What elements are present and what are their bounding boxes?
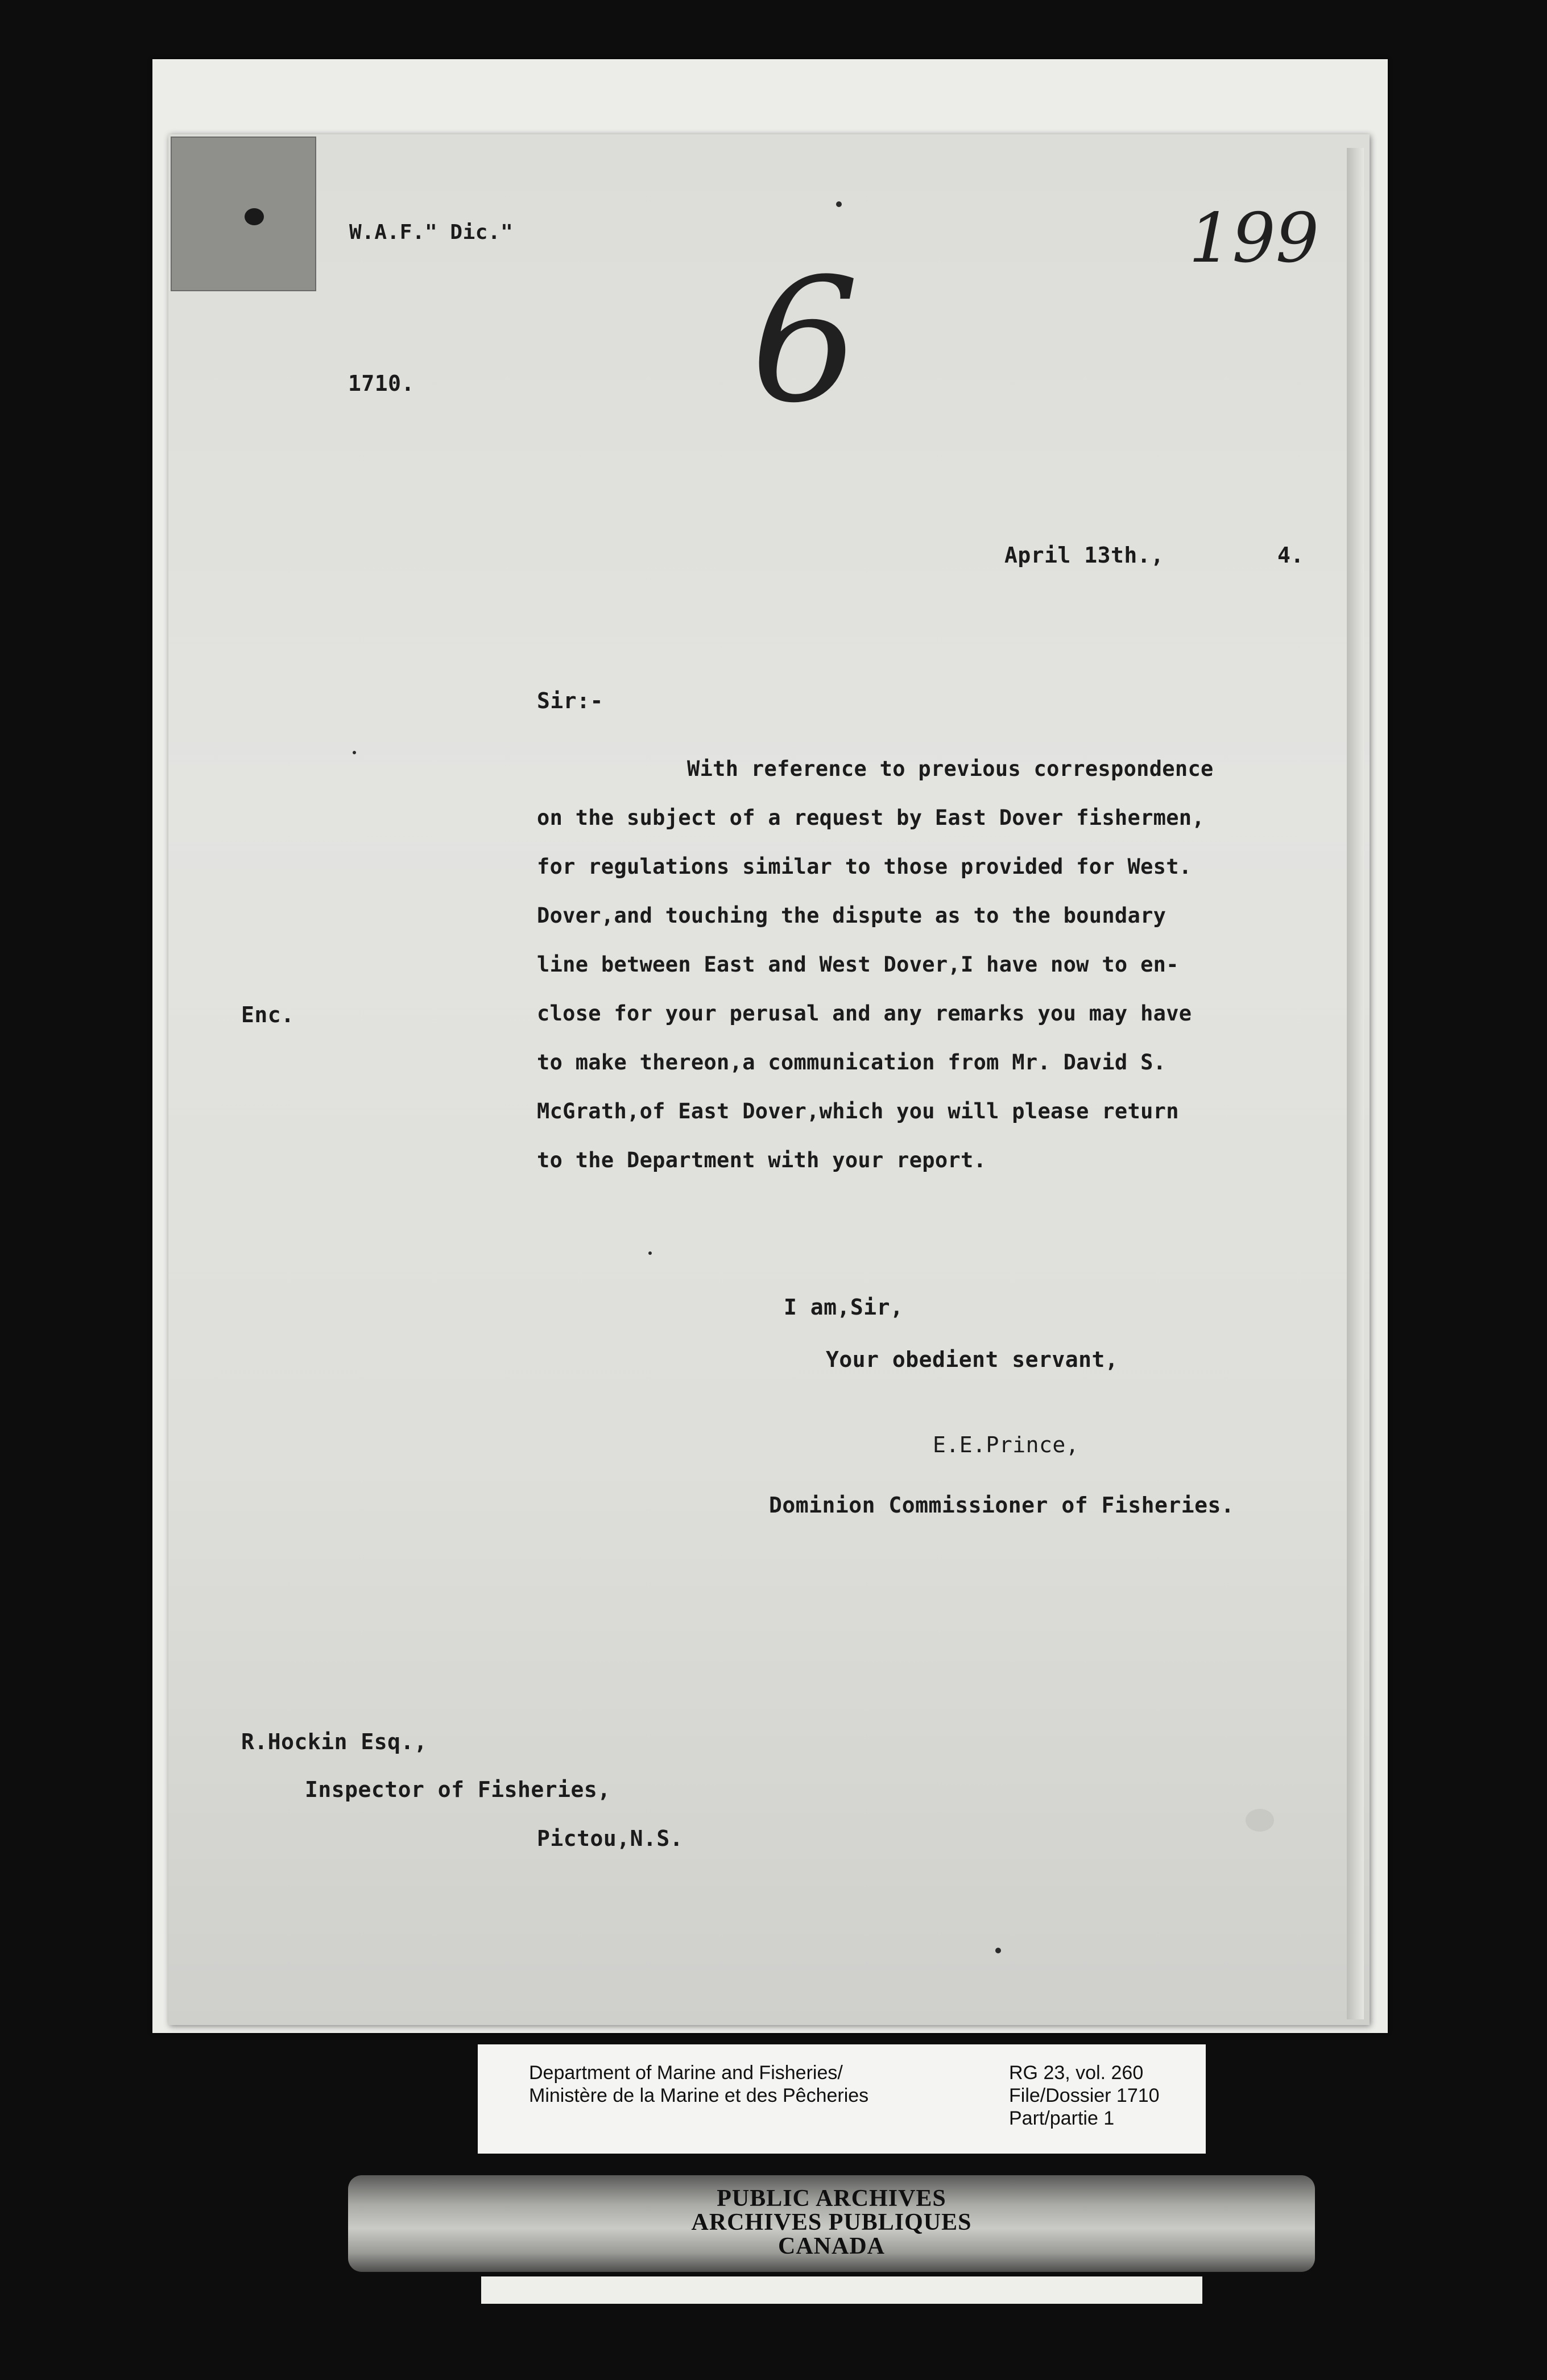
archives-text (348, 2187, 1315, 2258)
addressee-title: Inspector of Fisheries, (305, 1777, 611, 1802)
addressee-place: Pictou,N.S. (537, 1826, 684, 1851)
letter-year: 4. (1277, 543, 1304, 568)
body-line: close for your perusal and any remarks you may have (537, 1001, 1192, 1026)
department-fr: Ministère de la Marine et des Pêcheries (529, 2085, 869, 2106)
body-line: on the subject of a request by East Dover fishermen, (537, 805, 1205, 830)
ink-blot (245, 208, 264, 225)
body-line: McGrath,of East Dover,which you will please return (537, 1099, 1179, 1123)
handwritten-page-number: 199 (1189, 199, 1320, 278)
archives-line: ARCHIVES PUBLIQUES (691, 2209, 972, 2236)
archives-line: CANADA (778, 2233, 885, 2259)
salutation: Sir:- (537, 688, 603, 713)
part-reference: Part/partie 1 (1009, 2108, 1115, 2129)
addressee-name: R.Hockin Esq., (241, 1729, 428, 1754)
record-group: RG 23, vol. 260 (1009, 2062, 1144, 2084)
enclosure-note: Enc. (241, 1002, 295, 1027)
body-line: Dover,and touching the dispute as to the boundary (537, 903, 1167, 928)
dust-speck (995, 1948, 1001, 1953)
signatory-title: Dominion Commissioner of Fisheries. (769, 1493, 1235, 1518)
dust-speck (648, 1251, 652, 1255)
closing-line: I am,Sir, (784, 1295, 904, 1320)
body-line: With reference to previous correspondence (687, 757, 1214, 781)
department-en: Department of Marine and Fisheries/ (529, 2062, 843, 2084)
file-reference: File/Dossier 1710 (1009, 2085, 1160, 2106)
handwritten-mark: 6 (751, 242, 859, 440)
bottom-label-strip (481, 2276, 1202, 2304)
tape-patch (171, 137, 316, 291)
dust-speck (836, 201, 842, 207)
archives-line: PUBLIC ARCHIVES (717, 2185, 946, 2212)
body-line: to the Department with your report. (537, 1148, 987, 1172)
body-line: line between East and West Dover,I have now to en- (537, 952, 1179, 977)
file-number: 1710. (348, 371, 415, 396)
public-archives-stamp (348, 2175, 1315, 2272)
body-line: for regulations similar to those provided for West. (537, 854, 1192, 879)
signature: E.E.Prince, (933, 1432, 1079, 1457)
record-reference (1009, 2061, 1160, 2130)
file-code: W.A.F." Dic." (349, 221, 514, 244)
archive-reference-label (478, 2044, 1206, 2154)
closing-line: Your obedient servant, (826, 1347, 1119, 1372)
department-names (529, 2061, 868, 2107)
body-line: to make thereon,a communication from Mr. David S. (537, 1050, 1167, 1075)
dust-speck (353, 751, 356, 754)
stain-spot (1246, 1809, 1274, 1832)
letter-date: April 13th., (1004, 543, 1164, 568)
sheet-edge-shadow (1347, 148, 1364, 2019)
